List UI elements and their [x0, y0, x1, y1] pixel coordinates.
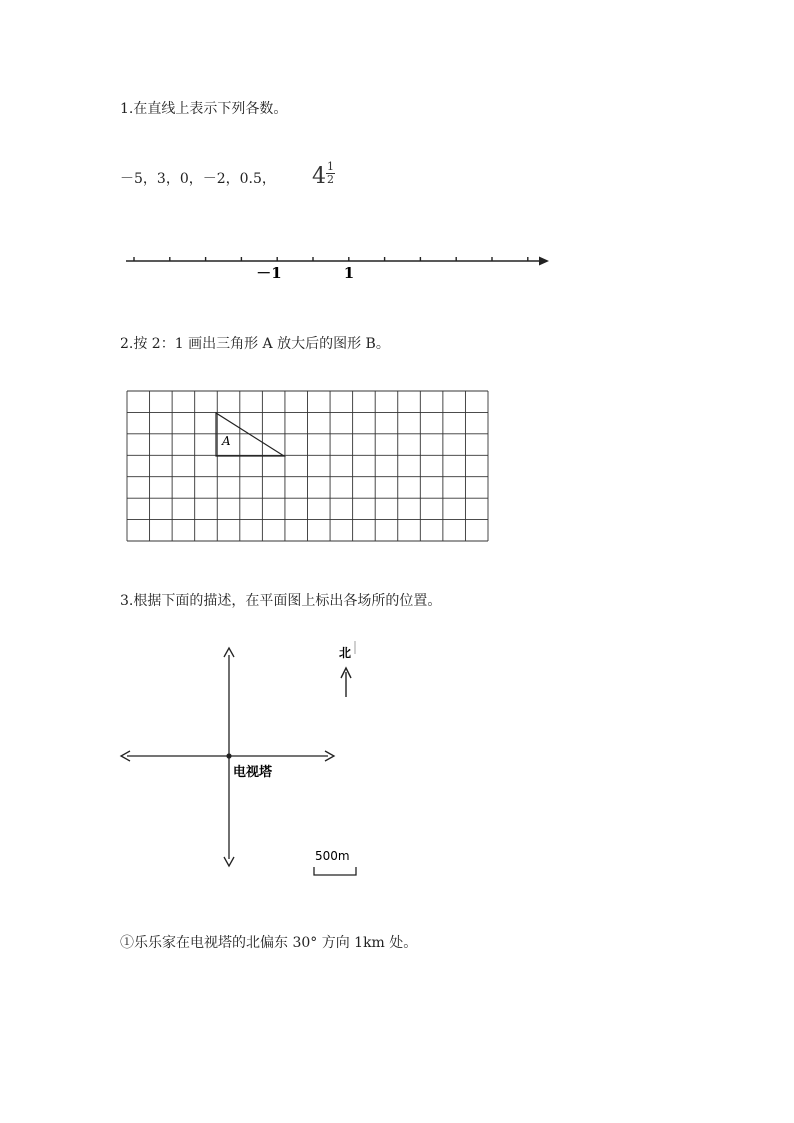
- scale-label: 500m: [315, 849, 350, 863]
- question-1-title: 1.在直线上表示下列各数。: [120, 101, 288, 117]
- fraction-numerator: 1: [327, 160, 334, 173]
- north-indicator: [339, 641, 355, 697]
- number-list: －5，3，0，－2，0.5，: [120, 171, 276, 187]
- tick-label-one: 1: [343, 264, 355, 282]
- tick-label-neg-one: －1: [256, 264, 282, 282]
- fraction-denominator: 2: [327, 173, 334, 186]
- mixed-number-whole: 4: [312, 164, 326, 189]
- triangle-a: [216, 413, 284, 456]
- north-label: 北: [339, 646, 352, 660]
- question-3-title: 3.根据下面的描述，在平面图上标出各场所的位置。: [120, 593, 442, 609]
- center-label: 电视塔: [233, 765, 273, 780]
- number-line: [126, 257, 549, 283]
- triangle-label: A: [222, 434, 231, 448]
- square-grid: [127, 391, 488, 541]
- map-axes: [121, 648, 334, 866]
- question-3-item-1: ①乐乐家在电视塔的北偏东 30° 方向 1km 处。: [120, 935, 418, 951]
- question-2-title: 2.按 2：1 画出三角形 A 放大后的图形 B。: [120, 336, 390, 352]
- scale-bar: [314, 849, 356, 875]
